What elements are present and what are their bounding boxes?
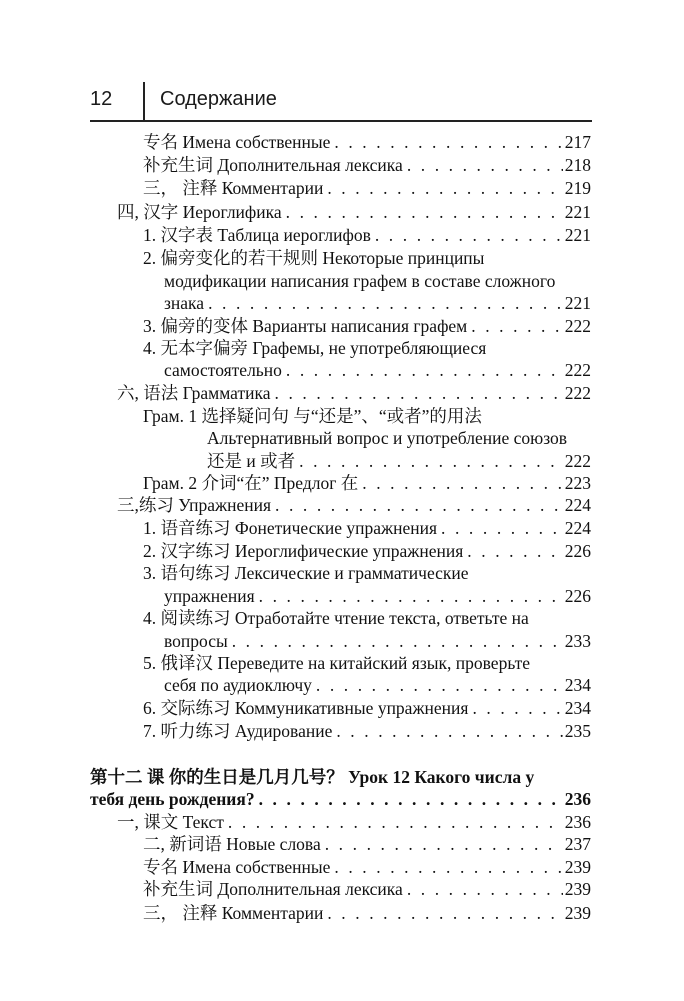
toc-entry: 还是 и 或者 . . . 222 — [207, 449, 591, 473]
toc-text-line: 4. 无本字偏旁 Графемы, не употребляющиеся — [143, 338, 487, 358]
toc-text-line: модификации написания графем в составе сложного — [164, 271, 556, 291]
toc-entry: 专名 Имена собственные . . . 217 — [143, 130, 591, 154]
toc-entry: 1. 汉字表 Таблица иероглифов . . . 221 — [143, 223, 591, 247]
running-head — [90, 82, 592, 120]
toc-entry: 三,练习 Упражнения . . . 224 — [117, 493, 591, 517]
running-title: Содержание — [160, 88, 277, 110]
toc-text-line: Альтернативный вопрос и употребление союзов — [207, 428, 568, 448]
toc-entry: 3. 偏旁的变体 Варианты написания графем . . . 222 — [143, 314, 591, 338]
toc-entry: вопросы . . . 233 — [164, 629, 591, 653]
page-number: 12 — [90, 88, 113, 110]
toc-entry: 补充生词 Дополнительная лексика . . . 239 — [143, 877, 591, 901]
toc-entry: 六, 语法 Грамматика . . . 222 — [117, 381, 591, 405]
lesson-heading-entry: тебя день рождения? . . . 236 — [90, 787, 591, 811]
toc-entry: 补充生词 Дополнительная лексика . . . 218 — [143, 153, 591, 177]
toc-text-line: 2. 偏旁变化的若干规则 Некоторые принципы — [143, 248, 485, 268]
toc-text-line: 5. 俄译汉 Переведите на китайский язык, проверьте — [143, 653, 531, 673]
toc-entry: 四, 汉字 Иероглифика . . . 221 — [117, 200, 591, 224]
toc-entry: 1. 语音练习 Фонетические упражнения . . . 224 — [143, 516, 591, 540]
toc-text-line: Грам. 1 选择疑问句 与“还是”、“或者”的用法 — [143, 406, 482, 426]
toc-text-line: 3. 语句练习 Лексические и грамматические — [143, 563, 469, 583]
toc-entry: 6. 交际练习 Коммуникативные упражнения . . . 234 — [143, 696, 591, 720]
header-separator — [143, 82, 145, 120]
toc-entry: знака . . . 221 — [164, 291, 591, 315]
toc-entry: 一, 课文 Текст . . . 236 — [117, 810, 591, 834]
toc-entry: 二, 新词语 Новые слова . . . 237 — [143, 832, 591, 856]
toc-entry: 2. 汉字练习 Иероглифические упражнения . . . 226 — [143, 539, 591, 563]
lesson-heading: 第十二 课 你的生日是几月几号？ Урок 12 Какого числа у — [90, 767, 535, 787]
toc-entry: 7. 听力练习 Аудирование . . . 235 — [143, 719, 591, 743]
toc-entry: самостоятельно . . . 222 — [164, 358, 591, 382]
toc-entry: себя по аудиоключу . . . 234 — [164, 673, 591, 697]
header-rule — [90, 120, 592, 122]
toc-text-line: 4. 阅读练习 Отработайте чтение текста, ответьте на — [143, 608, 529, 628]
toc-entry: 专名 Имена собственные . . . 239 — [143, 855, 591, 879]
toc-entry: упражнения . . . 226 — [164, 584, 591, 608]
toc-entry: 三， 注释 Комментарии . . . 219 — [143, 176, 591, 200]
toc-entry: 三， 注释 Комментарии . . . 239 — [143, 901, 591, 925]
toc-entry: Грам. 2 介词“在” Предлог 在 . . . 223 — [143, 471, 591, 495]
